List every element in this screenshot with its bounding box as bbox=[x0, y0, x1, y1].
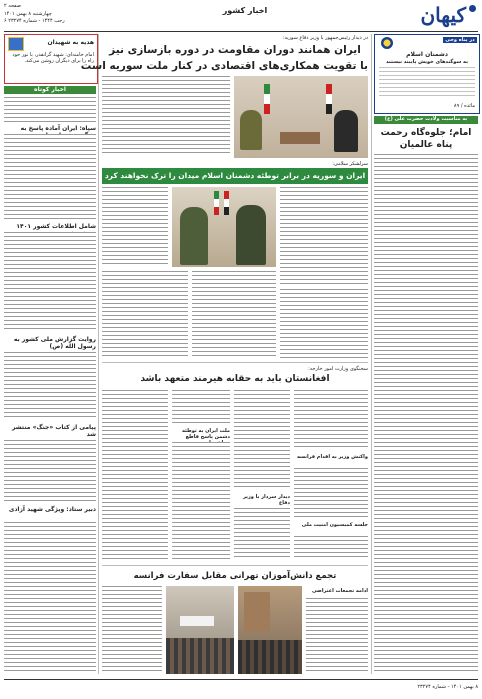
header-rule bbox=[4, 31, 478, 32]
top-story-kicker: در دیدار رئیس‌جمهور با وزیر دفاع سوریه: bbox=[282, 35, 368, 41]
lower-text-8 bbox=[294, 536, 368, 560]
quote-title: دشمنان اسلام bbox=[406, 51, 448, 58]
bottom-story-text bbox=[102, 586, 162, 674]
third-story-headline: افغانستان باید به حقابه هیرمند متعهد باشد bbox=[140, 374, 330, 384]
small-item-3: واکنش وزیر به اقدام فرانسه bbox=[296, 454, 368, 460]
photo-banner-1 bbox=[180, 616, 214, 626]
issue-date: چهارشنبه ۸ بهمن ۱۴۰۱ bbox=[4, 11, 52, 17]
third-story-rule bbox=[102, 362, 368, 363]
photo-crowd-1 bbox=[166, 638, 234, 674]
small-item-4: جلسه کمیسیون امنیت ملی bbox=[301, 522, 368, 528]
left-news-title-3: روایت گزارش ملی کشور به رسول الله (ص) bbox=[13, 336, 96, 350]
second-story-kicker: سرلشکر سلامی: bbox=[332, 161, 368, 167]
gift-icon bbox=[8, 37, 24, 51]
top-story-headline-1: ایران همانند دوران مقاومت در دوره بازسازی نیز bbox=[109, 44, 361, 56]
left-text-3 bbox=[4, 232, 96, 332]
left-news-title-2: شامل اطلاعات کشور ۱۴۰۱ bbox=[16, 223, 96, 230]
quote-reference: مائده / ۸۹ bbox=[453, 103, 475, 109]
lower-text-2 bbox=[172, 390, 230, 424]
mid-text-2 bbox=[192, 271, 276, 359]
issue-number: ۶ رجب ۱۴۴۴ - شماره ۲۳۲۷۴ bbox=[4, 18, 65, 24]
photo-flag-1 bbox=[264, 84, 270, 114]
lower-text-6 bbox=[294, 390, 368, 450]
wahy-box bbox=[374, 34, 480, 114]
bottom-story-headline: تجمع دانش‌آموزان تهرانی مقابل سفارت فرانسه bbox=[133, 571, 337, 581]
photo-person-1 bbox=[240, 110, 262, 150]
left-text-5 bbox=[4, 440, 96, 502]
mid-text-3 bbox=[280, 289, 368, 359]
section-title: اخبار کشور bbox=[222, 6, 268, 15]
photo-flag-2 bbox=[326, 84, 332, 114]
left-text-1 bbox=[4, 97, 96, 123]
left-section-heading: اخبار کوتاه bbox=[4, 86, 96, 94]
right-text bbox=[374, 154, 478, 674]
photo-flag-3 bbox=[214, 191, 219, 215]
small-item-1: ملت ایران به توطئه دشمن پاسخ قاطع bbox=[181, 428, 230, 440]
right-headline-2: پناه عالمیان bbox=[399, 140, 453, 150]
meeting-photo bbox=[234, 76, 368, 158]
salami-photo bbox=[172, 187, 276, 267]
left-text-6 bbox=[4, 522, 96, 674]
photo-person-3 bbox=[180, 207, 208, 265]
quote-text bbox=[379, 67, 475, 99]
left-news-title-4: پیامی از کتاب «جنگ» منتشر شد bbox=[12, 424, 96, 438]
lower-text-1 bbox=[102, 390, 168, 560]
bottom-story-rule bbox=[102, 565, 368, 566]
second-story-text-left bbox=[102, 187, 168, 267]
photo-flag-4 bbox=[224, 191, 229, 215]
rally-photo-1 bbox=[166, 586, 234, 674]
gift-box-title: هدیه به شهیدان bbox=[47, 39, 94, 46]
quote-subtitle: به سوگندهای خویش پایبند نیستند bbox=[386, 59, 468, 65]
logo-text: کیهان bbox=[420, 3, 466, 27]
bottom-side-title: ادامه تجمعات اعتراضی bbox=[311, 588, 368, 594]
lower-text-3 bbox=[172, 442, 230, 560]
bottom-side-text bbox=[306, 598, 368, 674]
page-label: صفحه ۲ bbox=[4, 3, 21, 9]
footer-rule bbox=[4, 679, 478, 680]
gift-box-text: امام خامنه‌ای: شهید گرانقدر، با نور خود راه را برای دیگران روشن می‌کند. bbox=[12, 52, 94, 64]
rally-photo-2 bbox=[238, 586, 302, 674]
second-story-headline: ایران و سوریه در برابر توطئه دشمنان اسلام میدان را ترک نخواهند کرد bbox=[102, 168, 368, 184]
second-story-text-right bbox=[280, 187, 368, 285]
right-headline-kicker: به مناسبت ولادت حضرت علی (ع) bbox=[374, 116, 478, 124]
top-story-headline-2: با تقویت همکاری‌های اقتصادی در کنار ملت سوریه است bbox=[80, 60, 368, 72]
sun-icon bbox=[381, 37, 393, 49]
logo bbox=[402, 2, 476, 30]
photo-person-2 bbox=[334, 110, 358, 152]
third-story-kicker: سخنگوی وزارت امور خارجه: bbox=[308, 366, 368, 372]
left-news-title-1: سپاه: ایران آماده پاسخ به bbox=[20, 125, 96, 132]
small-item-2: دیدار سردار با وزیر دفاع bbox=[242, 494, 290, 506]
photo-crowd-2 bbox=[238, 640, 302, 674]
logo-emblem-icon bbox=[469, 5, 476, 12]
photo-person-4 bbox=[236, 205, 266, 265]
photo-table bbox=[280, 132, 320, 144]
right-headline-1: امام؛ جلوه‌گاه رحمت bbox=[380, 128, 472, 138]
footer-folio: ۸ بهمن ۱۴۰۱ - شماره ۲۳۲۷۴ bbox=[417, 684, 478, 690]
top-story-text bbox=[102, 76, 230, 156]
left-news-title-5: دبیر ستاد: ویژگی شهید آزادی bbox=[8, 506, 96, 513]
wahy-label: در پناه وحی bbox=[443, 37, 477, 43]
divider-left bbox=[98, 34, 99, 674]
mid-text-1 bbox=[102, 271, 188, 359]
lower-text-5 bbox=[234, 508, 290, 560]
lower-text-4 bbox=[234, 390, 290, 490]
left-text-2 bbox=[4, 134, 96, 220]
divider-right bbox=[371, 34, 372, 674]
photo-building bbox=[244, 592, 270, 632]
left-text-4 bbox=[4, 352, 96, 420]
lower-text-7 bbox=[294, 468, 368, 518]
